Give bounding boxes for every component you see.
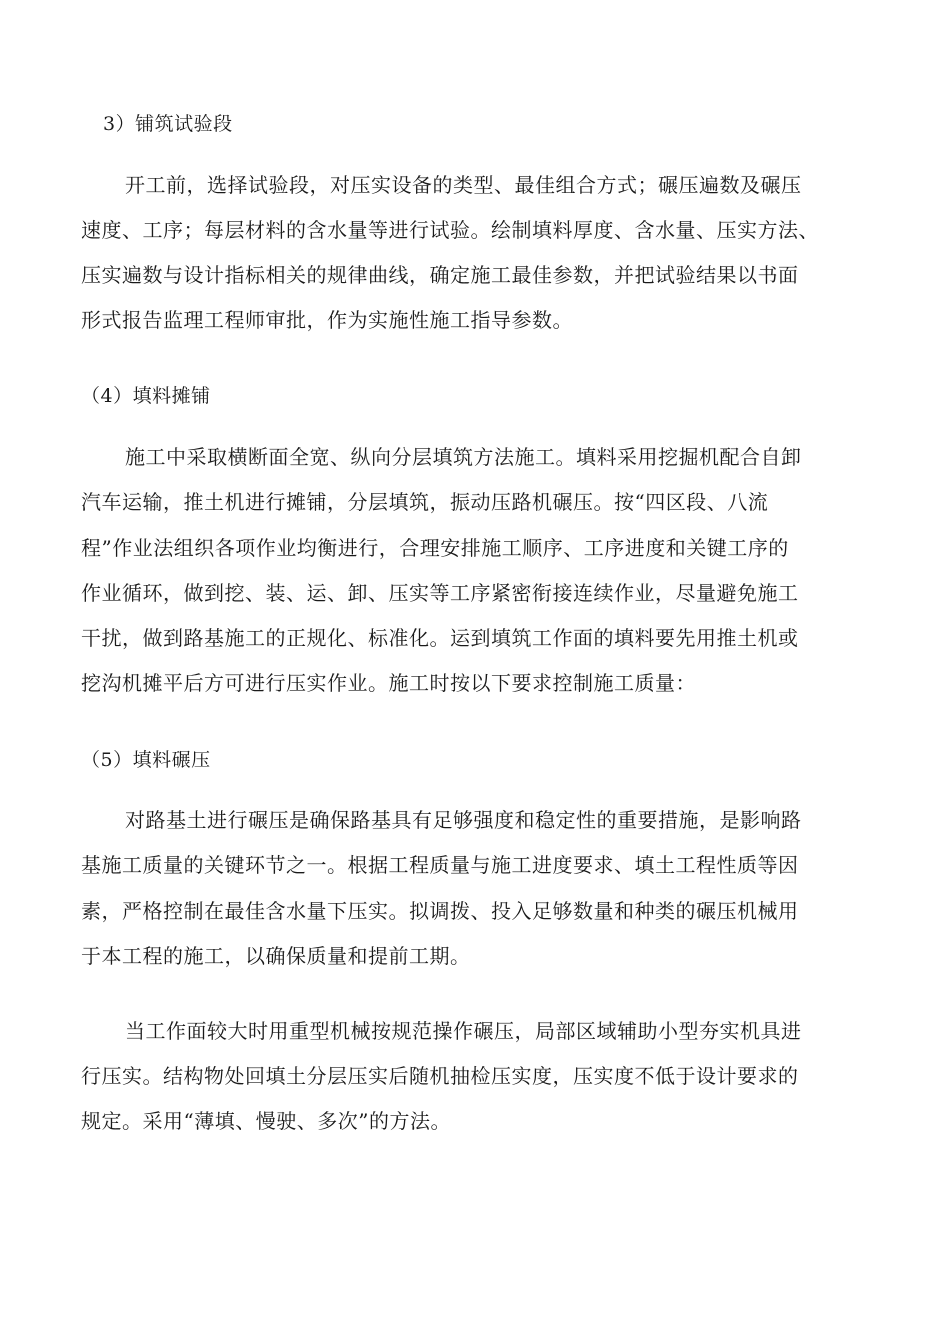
paragraph-line: 汽车运输，推土机进行摊铺，分层填筑，振动压路机碾压。按“四区段、八流 [81, 490, 769, 514]
paragraph-line: 行压实。结构物处回填土分层压实后随机抽检压实度，压实度不低于设计要求的 [81, 1064, 799, 1088]
section-heading-fill-spreading: （4）填料摊铺 [81, 385, 211, 407]
paragraph-line: 压实遍数与设计指标相关的规律曲线，确定施工最佳参数，并把试验结果以书面 [81, 263, 799, 287]
paragraph-line: 作业循环，做到挖、装、运、卸、压实等工序紧密衔接连续作业，尽量避免施工 [81, 581, 799, 605]
paragraph-line: 程”作业法组织各项作业均衡进行，合理安排施工顺序、工序进度和关键工序的 [81, 536, 789, 560]
paragraph-line: 基施工质量的关键环节之一。根据工程质量与施工进度要求、填土工程性质等因 [81, 853, 799, 877]
paragraph-line: 于本工程的施工，以确保质量和提前工期。 [81, 944, 471, 968]
paragraph-line: 形式报告监理工程师审批，作为实施性施工指导参数。 [81, 308, 573, 332]
paragraph-line: 对路基土进行碾压是确保路基具有足够强度和稳定性的重要措施，是影响路 [125, 808, 802, 832]
paragraph-line: 规定。采用“薄填、慢驶、多次”的方法。 [81, 1109, 451, 1133]
section-heading-fill-compaction: （5）填料碾压 [81, 749, 211, 771]
section-heading-paving-trial: 3）铺筑试验段 [103, 113, 233, 135]
paragraph-line: 素，严格控制在最佳含水量下压实。拟调拨、投入足够数量和种类的碾压机械用 [81, 899, 799, 923]
paragraph-line: 当工作面较大时用重型机械按规范操作碾压，局部区域辅助小型夯实机具进 [125, 1019, 802, 1043]
paragraph-line: 施工中采取横断面全宽、纵向分层填筑方法施工。填料采用挖掘机配合自卸 [125, 445, 802, 469]
paragraph-line: 挖沟机摊平后方可进行压实作业。施工时按以下要求控制施工质量： [81, 671, 696, 695]
paragraph-line: 速度、工序；每层材料的含水量等进行试验。绘制填料厚度、含水量、压实方法、 [81, 218, 819, 242]
paragraph-line: 开工前，选择试验段，对压实设备的类型、最佳组合方式；碾压遍数及碾压 [125, 173, 802, 197]
paragraph-line: 干扰，做到路基施工的正规化、标准化。运到填筑工作面的填料要先用推土机或 [81, 626, 799, 650]
